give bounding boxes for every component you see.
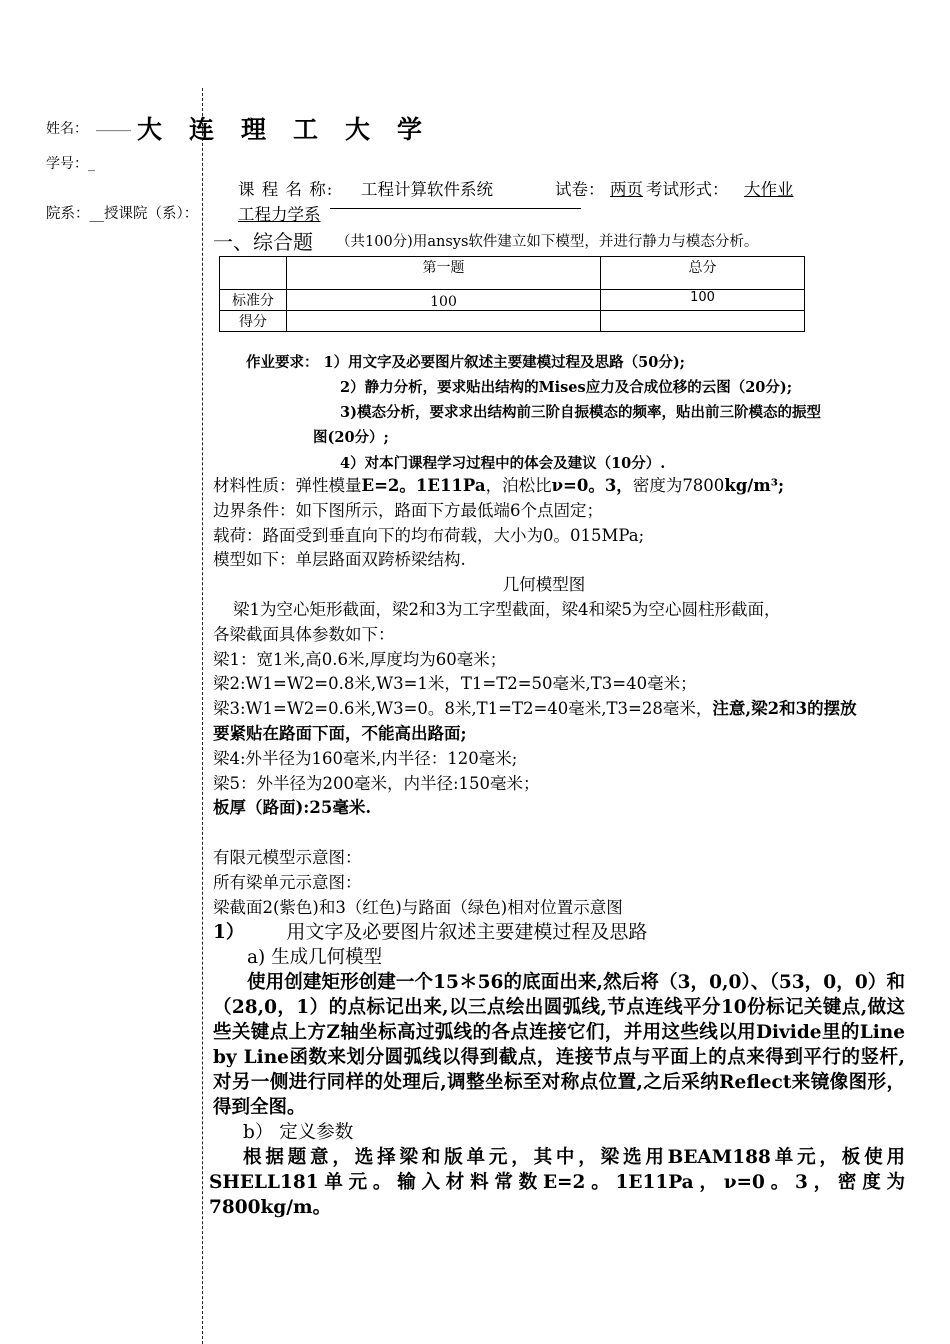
subheading-b: b） 定义参数 — [243, 1122, 354, 1143]
beam-4-params: 梁4:外半径为160毫米,内半径：120毫米; — [213, 748, 518, 768]
subheading-a: a) 生成几何模型 — [247, 947, 383, 968]
beam-2-params: 梁2:W1=W2=0.8米,W3=1米，T1=T2=50毫米,T3=40毫米； — [213, 674, 697, 694]
fem-caption: 有限元模型示意图： — [213, 847, 362, 867]
answer-heading-num: 1） — [213, 922, 245, 943]
section-relation-caption: 梁截面2(紫色)和3（红色)与路面（绿色)相对位置示意图 — [213, 897, 623, 917]
binding-dashed-line — [202, 88, 203, 1344]
name-blank: _____ — [96, 116, 131, 132]
student-id-label: 学号：_ — [46, 156, 95, 172]
exam-form-value: 大作业 — [744, 180, 794, 199]
course-label: 课 程 名 称: — [238, 180, 334, 199]
requirement-2: 2）静力分析，要求贴出结构的Mises应力及合成位移的云图（20分); — [340, 379, 793, 396]
boundary-conditions: 边界条件：如下图所示，路面下方最低端6个点固定； — [213, 500, 603, 520]
all-beams-caption: 所有梁单元示意图： — [213, 872, 362, 892]
exam-form-label: 考试形式： — [646, 180, 729, 199]
department-label: 院系：__授课院（系）： — [46, 206, 199, 222]
answer-heading-text: 用文字及必要图片叙述主要建模过程及思路 — [286, 921, 648, 943]
department-value: 工程力学系 — [238, 205, 321, 224]
material-properties — [213, 474, 905, 499]
paper-value: 两页 — [610, 180, 643, 199]
score-obtained-q1 — [287, 311, 601, 332]
score-row-standard: 标准分 — [220, 290, 287, 311]
paragraph-b: 根据题意，选择梁和版单元，其中，梁选用BEAM188单元，板使用SHELL181单元。输入材料常数E=2。1E11Pa，ν=0。3，密度为7800kg/m。 — [209, 1147, 905, 1218]
material-density: 密度为7800 — [632, 476, 725, 495]
name-label: 姓名： — [46, 121, 88, 137]
material-poisson: ν=0。3， — [551, 476, 633, 495]
score-table — [219, 256, 805, 332]
material-label: 材料性质：弹性模量 — [213, 476, 362, 495]
requirement-3: 3)模态分析，要求求出结构前三阶自振模态的频率，贴出前三阶模态的振型 — [340, 404, 821, 421]
course-name: 工程计算软件系统 — [361, 180, 493, 199]
paper-label: 试卷： — [555, 180, 605, 199]
beam-3-note-cont: 要紧贴在路面下面，不能高出路面; — [213, 723, 467, 743]
geometry-caption: 几何模型图 — [502, 575, 586, 595]
beam-3-dims: 梁3:W1=W2=0.6米,W3=0。8米,T1=T2=40毫米,T3=28毫米， — [213, 699, 713, 719]
slab-thickness: 板厚（路面):25毫米. — [213, 798, 372, 818]
requirement-4: 4）对本门课程学习过程中的体会及建议（10分）. — [340, 455, 666, 472]
paragraph-a: 使用创建矩形创建一个15＊56的底面出来,然后将（3，0,0）、（53，0，0）和（28,0，1）的点标记出来,以三点绘出圆弧线,节点连线平分10份标记关键点,做这些关键点上方Z轴坐标高过弧线的各点连接它们，并用这些线以用Divide里的Line by Line函数来划分圆弧线以得到截点，连接节点与平面上的点来得到平行的竖杆,对另一侧进行同样的处理后,调整坐标至对称点位置,之后采纳Reflect来镜像图形，得到全图。 — [213, 972, 905, 1118]
material-poisson-label: ，泊松比 — [485, 476, 552, 495]
answer-section — [209, 920, 905, 1220]
blank-line — [213, 821, 905, 846]
material-density-unit: kg/m³; — [724, 476, 785, 495]
score-table-corner — [220, 257, 287, 290]
load-description: 载荷：路面受到垂直向下的均布荷载，大小为0。015MPa; — [213, 525, 645, 545]
requirement-3-cont: 图(20分）; — [313, 429, 389, 446]
score-col-total: 总分 — [601, 257, 805, 290]
university-title: 大连理工大学 — [137, 115, 450, 144]
score-standard-q1: 100 — [287, 290, 601, 311]
beam-3-note: 注意,梁2和3的摆放 — [712, 699, 857, 719]
score-obtained-total — [601, 311, 805, 332]
score-row-obtained: 得分 — [220, 311, 287, 332]
beams-intro-2: 各梁截面具体参数如下： — [213, 624, 395, 644]
requirement-1: 作业要求： 1）用文字及必要图片叙述主要建模过程及思路（50分); — [246, 354, 686, 371]
score-standard-total: 100 — [601, 290, 805, 311]
course-name-underline — [330, 208, 581, 209]
section-title: 一、综合题 — [213, 230, 313, 254]
score-col-q1: 第一题 — [287, 257, 601, 290]
answer-heading-1 — [213, 920, 905, 945]
model-description: 模型如下：单层路面双跨桥梁结构. — [213, 550, 466, 570]
beams-intro-1: 梁1为空心矩形截面，梁2和3为工字型截面，梁4和梁5为空心圆柱形截面， — [233, 599, 781, 619]
task-description — [213, 474, 905, 920]
beam-5-params: 梁5：外半径为200毫米，内半径:150毫米； — [213, 773, 540, 793]
section-note: （共100分)用ansys软件建立如下模型，并进行静力与模态分析。 — [336, 234, 759, 250]
material-modulus: E=2。1E11Pa — [361, 476, 486, 495]
beam-3-params — [213, 697, 905, 722]
beam-1-params: 梁1：宽1米,高0.6米,厚度均为60毫米； — [213, 649, 507, 669]
